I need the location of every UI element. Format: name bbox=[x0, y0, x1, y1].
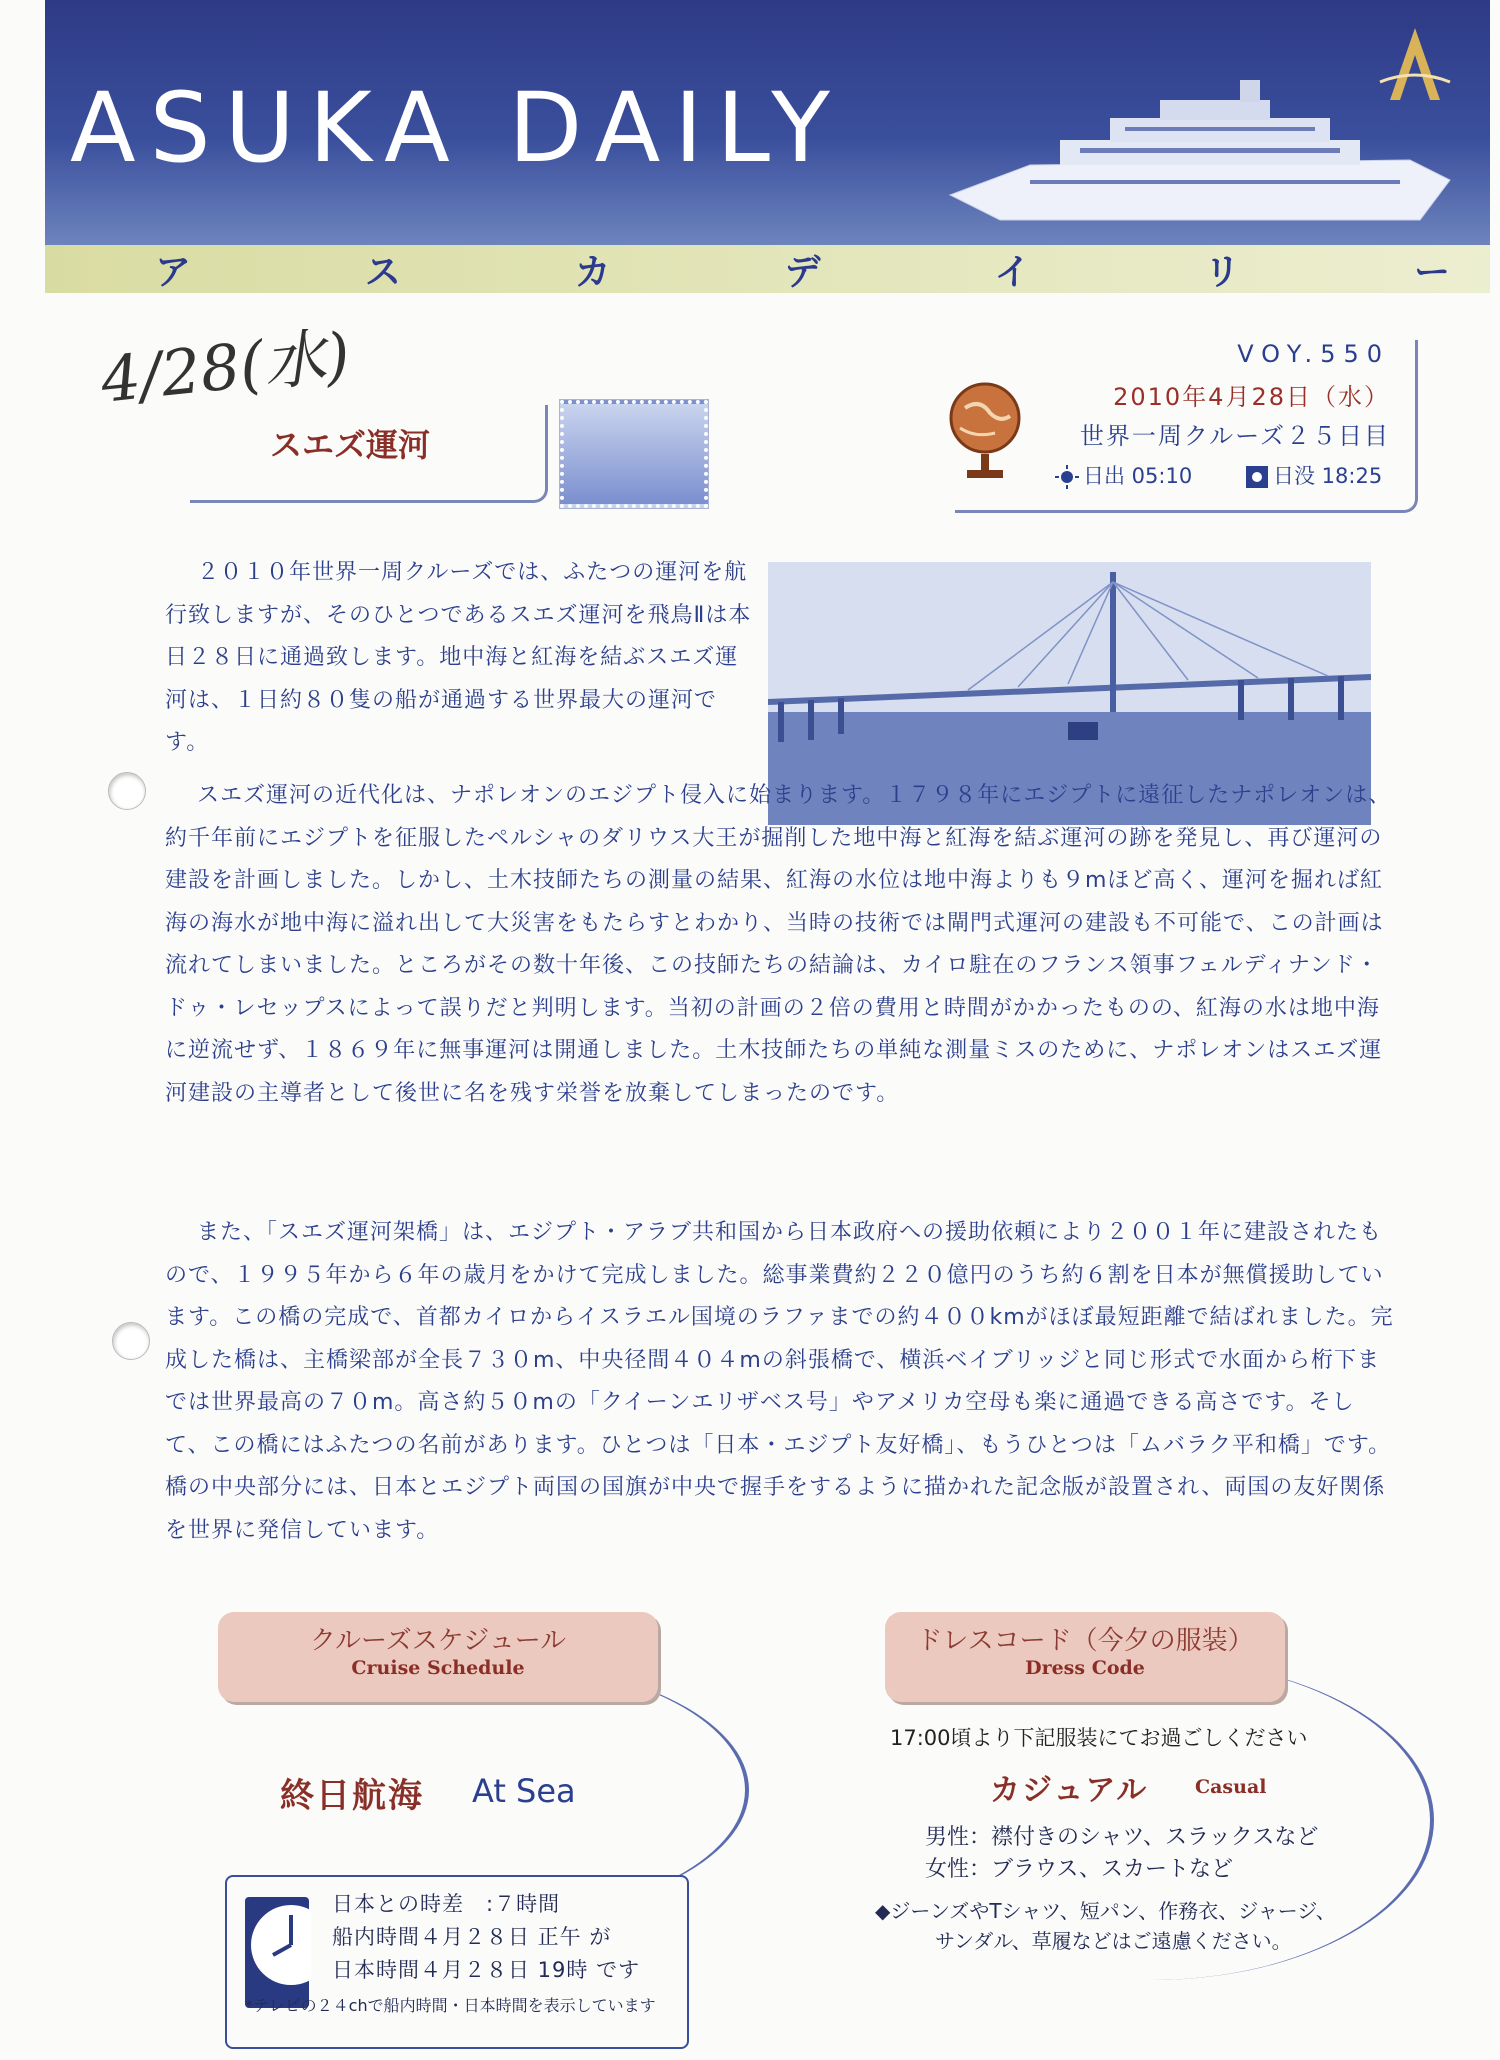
dress-note-line-1: ◆ジーンズやTシャツ、短パン、作務衣、ジャージ、 bbox=[875, 1899, 1336, 1923]
kana-char: リ bbox=[1204, 251, 1241, 293]
article-paragraph-2: スエズ運河の近代化は、ナポレオンのエジプト侵入に始まります。１７９８年にエジプトに遠征したナポレオンは、約千年前にエジプトを征服したペルシャのダリウス大王が掘削した地中海と紅海を結ぶ運河の跡を発見し、再び運河の建設を計画しました。しかし、土木技師たちの測量の結果、紅海の水位は地中海よりも９mほど高く、運河を掘れば紅海の海水が地中海に溢れ出して大災害をもたらすとわかり、当時の技術では閘門式運河の建設も不可能で、この計画は流れてしまいました。ところがその数十年後、この技師たちの結論は、カイロ駐在のフランス領事フェルディナンド・ドゥ・レセップスによって誤りだと判明します。当初の計画の２倍の費用と時間がかかったものの、紅海の水は地中海に逆流せず、１８６９年に無事運河は開通しました。土木技師たちの単純な測量ミスのために、ナポレオンはスエズ運河建設の主導者として後世に名を残す栄誉を放棄してしまったのです。 bbox=[165, 783, 1392, 1106]
globe-icon bbox=[945, 378, 1025, 488]
dress-code-value-jp: カジュアル bbox=[990, 1773, 1149, 1808]
schedule-label-en: Cruise Schedule bbox=[351, 1657, 525, 1679]
voyage-date: 2010年4月28日（水） bbox=[1113, 383, 1390, 411]
time-difference: 日本との時差 :７時間 bbox=[332, 1892, 561, 1916]
schedule-label bbox=[218, 1612, 658, 1702]
asuka-logo-icon bbox=[1370, 20, 1460, 110]
kana-char: ア bbox=[155, 251, 192, 293]
schedule-value-en: At Sea bbox=[472, 1772, 576, 1810]
kana-char: カ bbox=[574, 251, 611, 293]
schedule-value-jp: 終日航海 bbox=[280, 1776, 424, 1816]
dress-note-line-2: サンダル、草履などはご遠慮ください。 bbox=[935, 1929, 1292, 1953]
ship-time: 船内時間４月２８日 正午 が bbox=[332, 1925, 612, 1949]
tv-channel-note: *テレビの２４chで船内時間・日本時間を表示しています bbox=[245, 1996, 656, 2015]
sunrise-icon bbox=[1055, 465, 1079, 489]
kana-band bbox=[45, 245, 1490, 293]
schedule-label-jp: クルーズスケジュール bbox=[309, 1626, 567, 1656]
sunrise-time bbox=[1055, 460, 1192, 490]
punch-hole bbox=[108, 772, 146, 810]
voyage-number: VOY.550 bbox=[1237, 340, 1390, 368]
dress-women: 女性：ブラウス、スカートなど bbox=[925, 1857, 1234, 1882]
sunrise-label: 日出 05:10 bbox=[1083, 464, 1193, 488]
dress-code-label bbox=[885, 1612, 1285, 1702]
cruise-day: 世界一周クルーズ２５日目 bbox=[1079, 422, 1390, 450]
kana-char: ス bbox=[364, 251, 401, 293]
kana-char: デ bbox=[784, 251, 821, 293]
dress-label-en: Dress Code bbox=[1025, 1657, 1145, 1679]
article-paragraph-3: また、「スエズ運河架橋」は、エジプト・アラブ共和国から日本政府への援助依頼により２００１年に建設されたもので、１９９５年から６年の歳月をかけて完成しました。総事業費約２２０億円のうち約６割を日本が無償援助しています。この橋の完成で、首都カイロからイスラエル国境のラファまでの約４００kmがほぼ最短距離で結ばれました。完成した橋は、主橋梁部が全長７３０m、中央径間４０４mの斜張橋で、横浜ベイブリッジと同じ形式で水面から桁下までは世界最高の７０m。高さ約５０mの「クイーンエリザベス号」やアメリカ空母も楽に通過できる高さです。そして、この橋にはふたつの名前があります。ひとつは「日本・エジプト友好橋」、もうひとつは「ムバラク平和橋」です。橋の中央部分には、日本とエジプト両国の国旗が中央で握手をするように描かれた記念版が設置され、両国の友好関係を世界に発信しています。 bbox=[165, 1220, 1394, 1543]
handwritten-date: 4/28(水) bbox=[97, 318, 354, 417]
dress-men: 男性：襟付きのシャツ、スラックスなど bbox=[925, 1825, 1319, 1850]
japan-time: 日本時間４月２８日 19時 です bbox=[332, 1958, 641, 1982]
sunset-time bbox=[1245, 460, 1382, 490]
sunset-label: 日没 18:25 bbox=[1273, 464, 1383, 488]
postage-stamp-image bbox=[560, 400, 708, 508]
dress-code-value-en: Casual bbox=[1195, 1776, 1267, 1798]
kana-char: イ bbox=[994, 251, 1031, 293]
article-title: スエズ運河 bbox=[270, 426, 431, 464]
dress-intro: 17:00頃より下記服装にてお過ごしください bbox=[890, 1726, 1308, 1750]
masthead-title: ASUKA DAILY bbox=[70, 72, 844, 184]
sunset-icon bbox=[1245, 465, 1269, 489]
punch-hole bbox=[112, 1322, 150, 1360]
kana-char: ー bbox=[1413, 251, 1450, 293]
dress-label-jp: ドレスコード（今夕の服装） bbox=[916, 1626, 1254, 1656]
article-paragraph-1: ２０１０年世界一周クルーズでは、ふたつの運河を航行致しますが、そのひとつであるスエズ運河を飛鳥Ⅱは本日２８日に通過致します。地中海と紅海を結ぶスエズ運河は、１日約８０隻の船が通過する世界最大の運河です。 bbox=[165, 560, 752, 755]
